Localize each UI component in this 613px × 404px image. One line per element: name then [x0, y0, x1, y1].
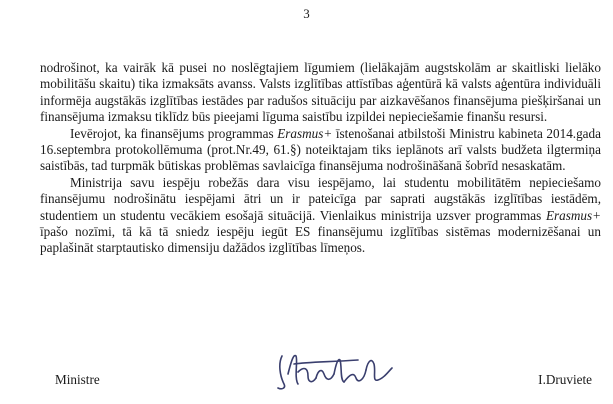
paragraph-1 [40, 60, 601, 126]
paragraph-3 [40, 175, 601, 257]
paragraph-2-text-a: Ievērojot, ka finansējums programmas [70, 125, 278, 141]
page-number: 3 [303, 6, 310, 21]
signature-row [55, 372, 600, 390]
paragraph-3-text-b: īpašo nozīmi, tā kā tā sniedz iespēju iegūt ES finansējumu izglītības sistēmas modernizēšanai un paplašināt starptautisko dimensiju dažādos izglītības līmeņos. [40, 224, 601, 256]
signatory-title: Ministre [55, 372, 100, 387]
paragraph-1-text: nodrošinot, ka vairāk kā pusei no noslēgtajiem līgumiem (lielākajām augstskolām ar skaitliski lielāko mobilitāšu skaitu) tika izmaksāts avanss. Valsts izglītības attīstības aģentūrā kā valsts aģentūra individuāli informēja augstākās izglītības iestādes par radušos situāciju par aizkavēšanos finansējuma piešķiršanai un finansējuma izmaksu tiklīdz būs pieejami līguma saistību izpildei nepieciešamie finanšu resursi. [40, 60, 601, 125]
paragraph-2 [40, 126, 601, 175]
letter-body [40, 60, 601, 257]
signatory-name: I.Druviete [538, 372, 592, 387]
paragraph-2-text-b: īstenošanai atbilstoši Ministru kabineta 2014.gada 16.septembra protokollēmuma (prot.Nr.49, 61.§) noteiktajam tiks ieplānots arī valsts budžeta ilgtermiņa saistībās, tad turpmāk būtiskas problēmas savlaicīga finansējuma nodrošināšanā šobrīd nesaskatām. [40, 125, 601, 174]
paragraph-3-text-a: Ministrija savu iespēju robežās dara visu iespējamo, lai studentu mobilitātēm nepieciešamo finansējumu nodrošinātu iespējami ātri un ir pateicīga par saprati augstākās izglītības iestādēm, studentiem un studentu vecākiem esošajā situācijā. Vienlaikus ministrija uzsver programmas [40, 174, 601, 223]
programme-name: Erasmus+ [277, 125, 333, 141]
programme-name: Erasmus+ [545, 207, 601, 223]
